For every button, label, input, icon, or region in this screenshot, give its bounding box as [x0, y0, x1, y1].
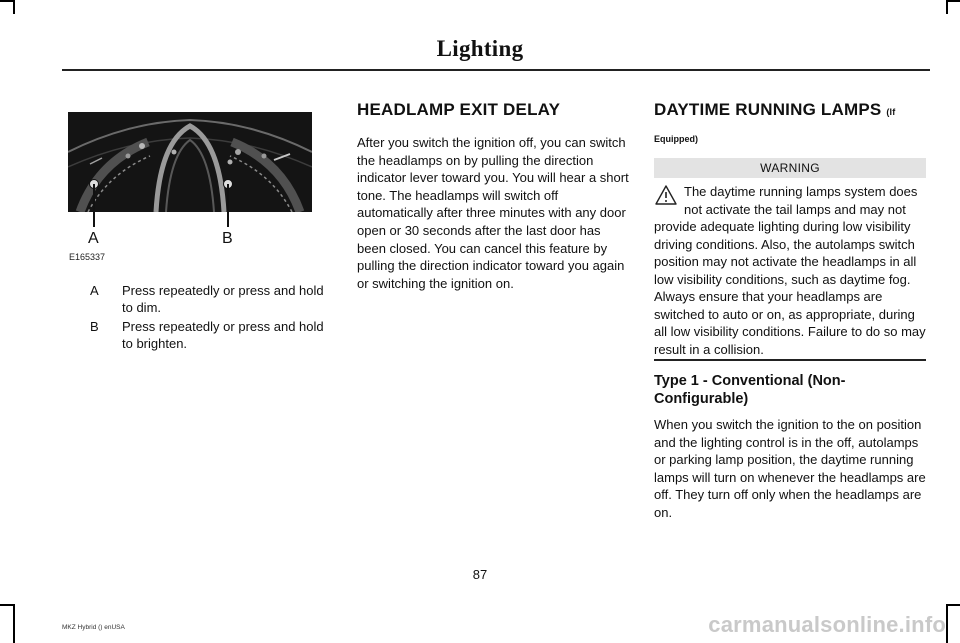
page-number: 87: [472, 567, 488, 582]
warning-triangle-icon: [654, 184, 678, 206]
section-body: After you switch the ignition off, you can switch the headlamps on by pulling the direction indicator lever toward you. You will hear a short tone. The headlamps will switch off automatically after three minutes with any door open or 30 seconds after the last door has been closed. You can cancel this feature by pulling the direction indicator toward you again or switching the ignition on.: [357, 135, 629, 291]
crop-mark: [946, 604, 960, 606]
warning-text-block: [654, 183, 926, 358]
header-divider: [62, 69, 930, 71]
subsection-heading: Type 1 - Conventional (Non-Configurable): [654, 373, 846, 407]
crop-mark: [13, 0, 15, 14]
key-description: Press repeatedly or press and hold to brighten.: [122, 319, 324, 351]
footer-model: MKZ Hybrid () enUSA: [62, 624, 125, 631]
warning-text: The daytime running lamps system does not activate the tail lamps and may not provide adequate lighting during low visibility driving conditions. Also, the autolamps switch position may not activate the headlamps in all low visibility conditions, such as daytime fog. Always ensure that your headlamps are switched to auto or on, as appropriate, during all low visibility conditions. Failure to do so may result in a collision.: [654, 184, 926, 357]
watermark: carmanualsonline.info: [708, 612, 946, 637]
page-title: Lighting: [436, 36, 524, 61]
section-heading: HEADLAMP EXIT DELAY: [357, 100, 561, 119]
equipped-note: Equipped): [654, 134, 698, 144]
callout-label-a: A: [88, 230, 99, 247]
instrument-cluster-illustration: [68, 112, 312, 212]
instrument-cluster-figure: [68, 112, 312, 212]
warning-divider: [654, 359, 926, 361]
crop-mark: [946, 0, 948, 14]
daytime-running-lamps-section: [654, 100, 926, 144]
section-heading: DAYTIME RUNNING LAMPS: [654, 100, 882, 119]
callout-label-b: B: [222, 230, 233, 247]
crop-mark: [946, 0, 960, 2]
crop-mark: [13, 604, 15, 643]
heading-suffix: (If: [886, 107, 896, 117]
callout-line-b: [227, 184, 229, 227]
subsection-body: When you switch the ignition to the on position and the lighting control is in the off, autolamps or parking lamp position, the daytime running lamps will turn on whenever the headlamps are off. They turn off only when the headlamps are on.: [654, 417, 926, 520]
crop-mark: [0, 604, 14, 606]
figure-code: E165337: [69, 252, 106, 262]
key-letter: B: [90, 319, 99, 334]
key-letter: A: [90, 283, 99, 298]
crop-mark: [0, 0, 14, 2]
crop-mark: [946, 604, 948, 643]
key-description: Press repeatedly or press and hold to dim.: [122, 283, 324, 315]
warning-banner: WARNING: [654, 158, 926, 178]
callout-line-a: [93, 184, 95, 227]
headlamp-exit-delay-section: [357, 100, 632, 292]
